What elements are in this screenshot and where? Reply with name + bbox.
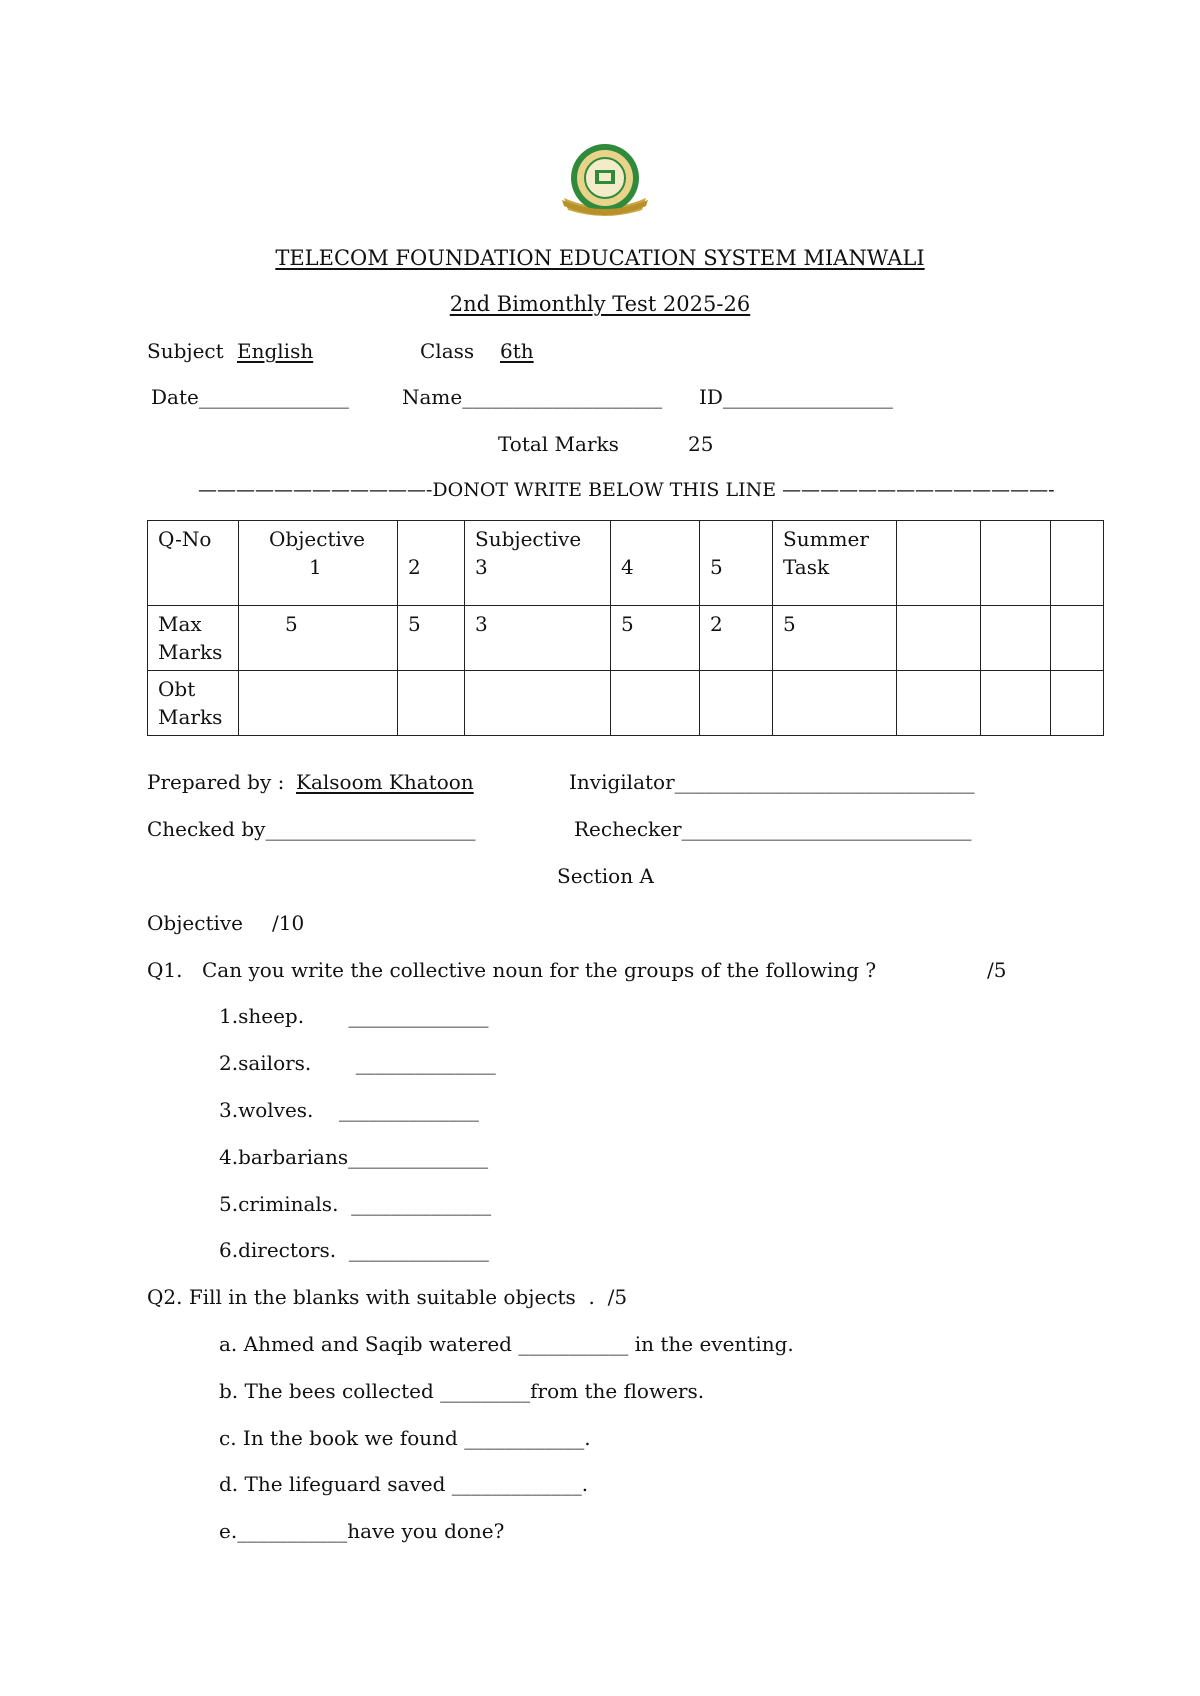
subjective-header: Subjective 3 xyxy=(465,521,611,606)
list-item: b. The bees collected _________from the flowers. xyxy=(219,1379,705,1403)
rechecker-field: Rechecker_____________________________ xyxy=(574,817,972,841)
blank-cell xyxy=(897,671,981,736)
q2-header: 2 xyxy=(398,521,465,606)
class-label: Class xyxy=(420,339,475,363)
objective-marks: /10 xyxy=(272,911,305,935)
blank-cell xyxy=(1051,606,1104,671)
q4-header: 4 xyxy=(611,521,700,606)
max-marks-label: Max Marks xyxy=(148,606,239,671)
obt-marks-cell xyxy=(700,671,773,736)
q2-question: Q2. Fill in the blanks with suitable objects . /5 xyxy=(147,1285,628,1309)
blank-cell xyxy=(981,521,1051,606)
obt-marks-cell xyxy=(398,671,465,736)
q5-header: 5 xyxy=(700,521,773,606)
blank-cell xyxy=(981,606,1051,671)
class-value: 6th xyxy=(500,339,534,363)
table-row xyxy=(148,606,1104,671)
table-row xyxy=(148,671,1104,736)
list-item: a. Ahmed and Saqib watered ___________ in the eventing. xyxy=(219,1332,794,1356)
obt-marks-cell xyxy=(611,671,700,736)
marks-table xyxy=(147,520,1104,736)
summer-task-header: Summer Task xyxy=(773,521,897,606)
school-logo xyxy=(558,142,652,220)
list-item: 6.directors. ______________ xyxy=(219,1238,489,1262)
max-marks-q1: 5 xyxy=(239,606,398,671)
subject-value: English xyxy=(237,339,314,363)
obt-marks-cell xyxy=(773,671,897,736)
list-item: 5.criminals. ______________ xyxy=(219,1192,492,1216)
subject-label: Subject xyxy=(147,339,224,363)
objective-label: Objective xyxy=(147,911,244,935)
id-field: ID_________________ xyxy=(699,385,893,409)
name-field: Name____________________ xyxy=(402,385,663,409)
prepared-by-label: Prepared by : xyxy=(147,770,285,794)
test-title: 2nd Bimonthly Test 2025-26 xyxy=(449,292,751,316)
list-item: 3.wolves. ______________ xyxy=(219,1098,479,1122)
section-title: Section A xyxy=(557,864,654,888)
objective-header: Objective 1 xyxy=(239,521,398,606)
obt-marks-cell xyxy=(465,671,611,736)
q1-number: Q1. xyxy=(147,958,183,982)
list-item: 1.sheep. ______________ xyxy=(219,1004,489,1028)
date-field: Date_______________ xyxy=(151,385,349,409)
blank-cell xyxy=(981,671,1051,736)
qno-header: Q-No xyxy=(148,521,239,606)
total-marks-value: 25 xyxy=(688,432,714,456)
blank-cell xyxy=(1051,521,1104,606)
list-item: e.___________have you done? xyxy=(219,1519,505,1543)
max-marks-q2: 5 xyxy=(398,606,465,671)
max-marks-q5: 2 xyxy=(700,606,773,671)
list-item: 4.barbarians______________ xyxy=(219,1145,489,1169)
list-item: d. The lifeguard saved _____________. xyxy=(219,1472,589,1496)
divider-line: ————————————-DONOT WRITE BELOW THIS LINE ——————————————- xyxy=(198,479,1055,501)
list-item: 2.sailors. ______________ xyxy=(219,1051,496,1075)
table-row xyxy=(148,521,1104,606)
blank-cell xyxy=(897,521,981,606)
q1-question: Can you write the collective noun for the groups of the following ? xyxy=(202,958,877,982)
max-marks-q4: 5 xyxy=(611,606,700,671)
obt-marks-cell xyxy=(239,671,398,736)
max-marks-summer: 5 xyxy=(773,606,897,671)
list-item: c. In the book we found ____________. xyxy=(219,1426,591,1450)
institution-title: TELECOM FOUNDATION EDUCATION SYSTEM MIANWALI xyxy=(275,246,925,270)
blank-cell xyxy=(897,606,981,671)
checked-by-field: Checked by_____________________ xyxy=(147,817,476,841)
prepared-by-value: Kalsoom Khatoon xyxy=(296,770,474,794)
obt-marks-label: Obt Marks xyxy=(148,671,239,736)
total-marks-label: Total Marks xyxy=(498,432,619,456)
q1-marks: /5 xyxy=(987,958,1007,982)
max-marks-q3: 3 xyxy=(465,606,611,671)
invigilator-field: Invigilator______________________________ xyxy=(569,770,975,794)
blank-cell xyxy=(1051,671,1104,736)
